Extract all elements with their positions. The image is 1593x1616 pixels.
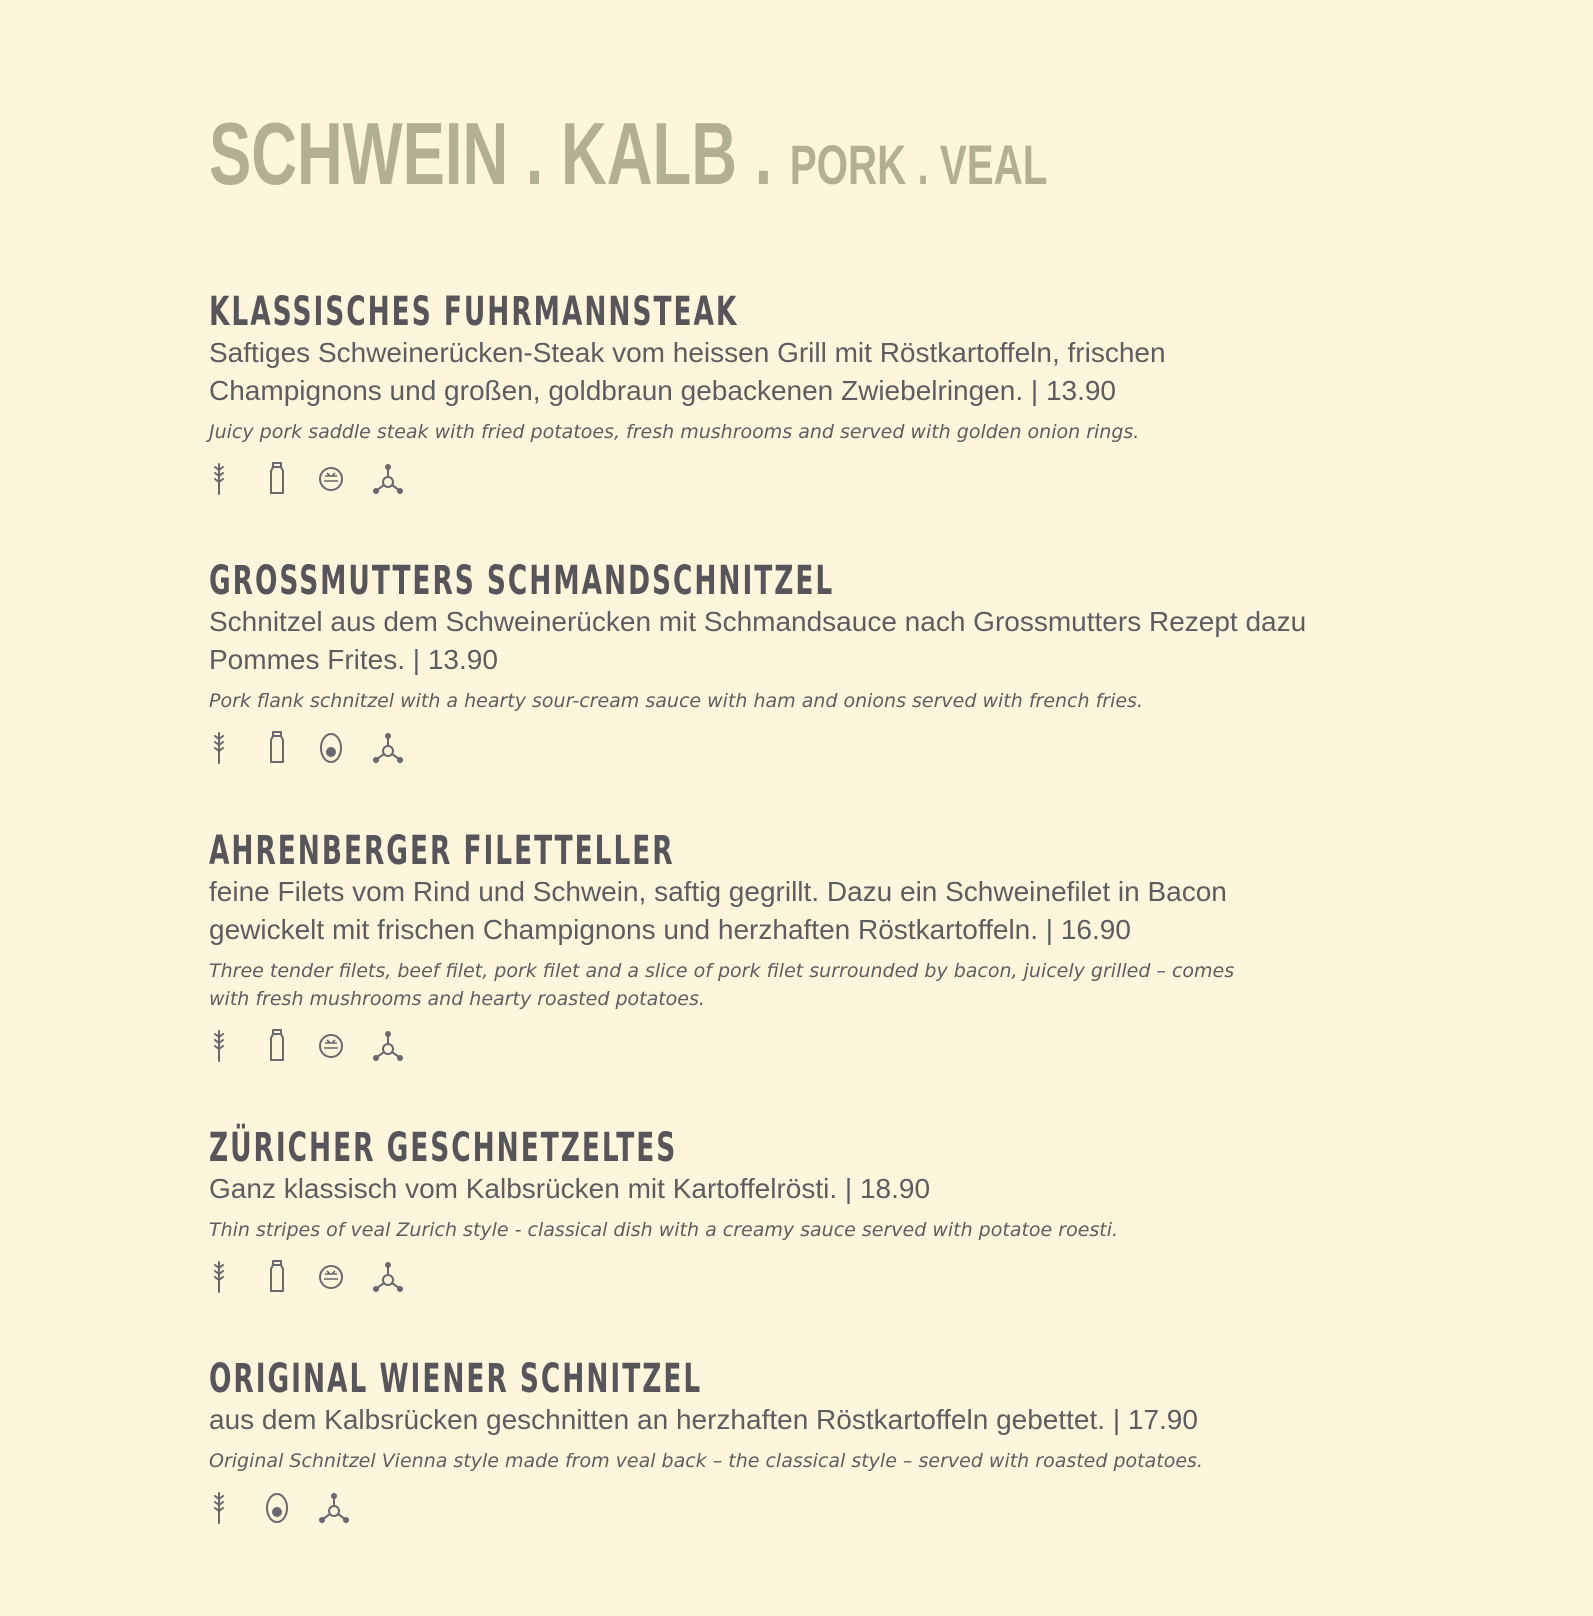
wheat-icon <box>209 1027 243 1063</box>
allergen-icons <box>209 1025 1409 1065</box>
egg-icon <box>317 729 351 765</box>
dish-name: ZÜRICHER GESCHNETZELTES <box>209 1125 678 1171</box>
dish-name: KLASSISCHES FUHRMANNSTEAK <box>209 289 739 335</box>
allergen-icons <box>209 458 1409 498</box>
dish-item <box>209 829 1409 1065</box>
dish-name: GROSSMUTTERS SCHMANDSCHNITZEL <box>209 558 835 604</box>
allergen-icons <box>209 1487 1409 1527</box>
allergen-icons <box>209 727 1409 767</box>
dish-name: ORIGINAL WIENER SCHNITZEL <box>209 1356 703 1402</box>
wheat-icon <box>209 1258 243 1294</box>
dish-english-description: Pork flank schnitzel with a hearty sour-cream sauce with ham and onions served with french fries. <box>209 690 1143 712</box>
wheat-icon <box>209 1489 243 1525</box>
dish-description: Schnitzel aus dem Schweinerücken mit Schmandsauce nach Grossmutters Rezept dazu Pommes Frites. | 13.90 <box>209 606 1307 675</box>
dish-description: feine Filets vom Rind und Schwein, saftig gegrillt. Dazu ein Schweinefilet in Bacon gewickelt mit frischen Champignons und herzhaften Röstkartoffeln. | 16.90 <box>209 876 1227 945</box>
dish-english-description: Original Schnitzel Vienna style made from veal back – the classical style – served with roasted potatoes. <box>209 1450 1203 1472</box>
wheat-icon <box>209 729 243 765</box>
molecule-icon <box>371 729 405 765</box>
dish-english-description: Three tender filets, beef filet, pork filet and a slice of pork filet surrounded by bacon, juicely grilled – comes with fresh mushrooms and hearty roasted potatoes. <box>209 960 1235 1010</box>
molecule-icon <box>317 1489 351 1525</box>
milk-bottle-icon <box>263 1027 297 1063</box>
milk-bottle-icon <box>263 460 297 496</box>
dish-item <box>209 1126 1409 1296</box>
allergen-icons <box>209 1256 1409 1296</box>
molecule-icon <box>371 460 405 496</box>
celery-icon <box>317 1258 351 1294</box>
page-title-main: SCHWEIN . KALB . <box>209 104 790 203</box>
milk-bottle-icon <box>263 729 297 765</box>
egg-icon <box>263 1489 297 1525</box>
celery-icon <box>317 1027 351 1063</box>
dish-item <box>209 290 1409 498</box>
dish-english-description: Thin stripes of veal Zurich style - classical dish with a creamy sauce served with potatoe roesti. <box>209 1219 1119 1241</box>
dish-description: aus dem Kalbsrücken geschnitten an herzhaften Röstkartoffeln gebettet. | 17.90 <box>209 1404 1198 1435</box>
dish-item <box>209 1357 1409 1527</box>
wheat-icon <box>209 460 243 496</box>
page-title-sub: PORK . VEAL <box>789 133 1048 196</box>
molecule-icon <box>371 1258 405 1294</box>
celery-icon <box>317 460 351 496</box>
dish-description: Saftiges Schweinerücken-Steak vom heissen Grill mit Röstkartoffeln, frischen Champignons und großen, goldbraun gebackenen Zwiebelringen. | 13.90 <box>209 337 1166 406</box>
dish-english-description: Juicy pork saddle steak with fried potatoes, fresh mushrooms and served with golden onion rings. <box>209 421 1140 443</box>
page-title <box>209 104 1048 203</box>
milk-bottle-icon <box>263 1258 297 1294</box>
molecule-icon <box>371 1027 405 1063</box>
dish-item <box>209 559 1409 767</box>
dish-description: Ganz klassisch vom Kalbsrücken mit Kartoffelrösti. | 18.90 <box>209 1173 931 1204</box>
dish-name: AHRENBERGER FILETTELLER <box>209 828 675 874</box>
